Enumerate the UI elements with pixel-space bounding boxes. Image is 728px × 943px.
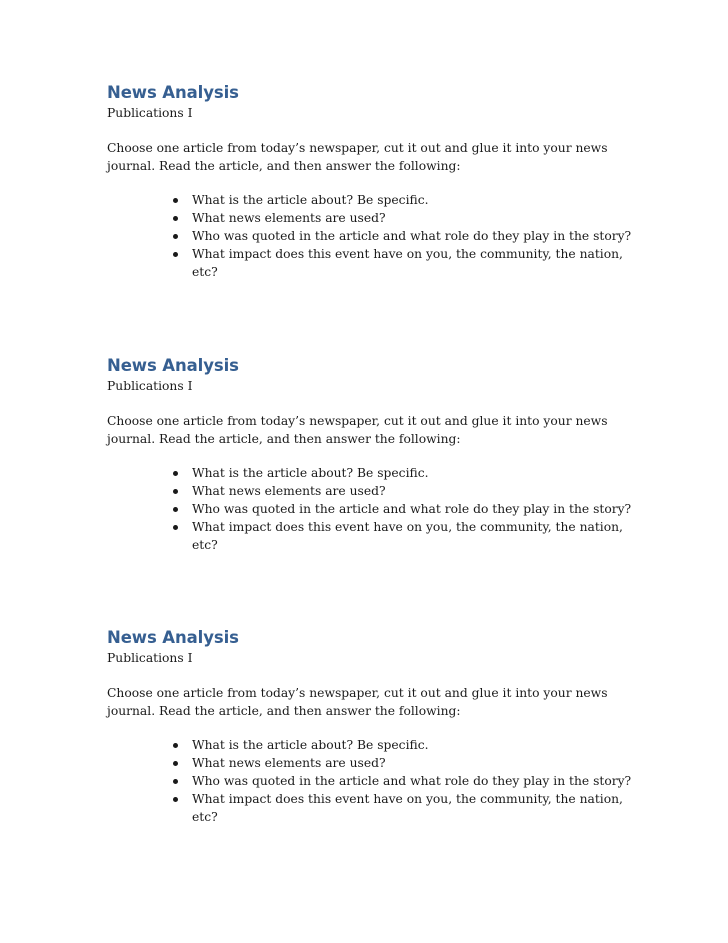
instructions-paragraph: Choose one article from today’s newspaper, cut it out and glue it into your news journal. Read the article, and then answer the following: xyxy=(107,414,608,446)
instructions-paragraph: Choose one article from today’s newspaper, cut it out and glue it into your news journal. Read the article, and then answer the following: xyxy=(107,141,608,173)
bullet-icon xyxy=(173,198,178,203)
bullet-icon xyxy=(173,471,178,476)
question-item xyxy=(107,518,632,554)
section-title: News Analysis xyxy=(107,83,239,102)
bullet-icon xyxy=(173,507,178,512)
question-text: What impact does this event have on you, the community, the nation, etc? xyxy=(192,247,623,279)
question-item xyxy=(107,500,632,518)
question-text: What news elements are used? xyxy=(192,756,386,770)
question-text: What impact does this event have on you, the community, the nation, etc? xyxy=(192,792,623,824)
question-text: What is the article about? Be specific. xyxy=(192,466,429,480)
bullet-icon xyxy=(173,761,178,766)
question-text: What impact does this event have on you, the community, the nation, etc? xyxy=(192,520,623,552)
question-item xyxy=(107,464,632,482)
question-item xyxy=(107,209,632,227)
question-text: What is the article about? Be specific. xyxy=(192,193,429,207)
question-text: Who was quoted in the article and what role do they play in the story? xyxy=(192,502,632,516)
question-item xyxy=(107,245,632,281)
section-title: News Analysis xyxy=(107,356,239,375)
question-item xyxy=(107,772,632,790)
bullet-icon xyxy=(173,489,178,494)
question-text: Who was quoted in the article and what role do they play in the story? xyxy=(192,774,632,788)
question-item xyxy=(107,790,632,826)
bullet-icon xyxy=(173,525,178,530)
section-subtitle: Publications I xyxy=(107,106,193,120)
section-subtitle: Publications I xyxy=(107,651,193,665)
section-title: News Analysis xyxy=(107,628,239,647)
instructions-paragraph: Choose one article from today’s newspaper, cut it out and glue it into your news journal. Read the article, and then answer the following: xyxy=(107,686,608,718)
question-item xyxy=(107,191,632,209)
bullet-icon xyxy=(173,743,178,748)
news-analysis-section-3 xyxy=(107,627,667,826)
question-item xyxy=(107,754,632,772)
question-text: What news elements are used? xyxy=(192,211,386,225)
bullet-icon xyxy=(173,216,178,221)
question-text: What is the article about? Be specific. xyxy=(192,738,429,752)
question-item xyxy=(107,227,632,245)
news-analysis-section-2 xyxy=(107,355,667,554)
question-text: Who was quoted in the article and what role do they play in the story? xyxy=(192,229,632,243)
question-list xyxy=(107,736,667,826)
section-subtitle: Publications I xyxy=(107,379,193,393)
question-list xyxy=(107,191,667,281)
bullet-icon xyxy=(173,779,178,784)
news-analysis-section-1 xyxy=(107,82,667,281)
bullet-icon xyxy=(173,797,178,802)
question-list xyxy=(107,464,667,554)
question-item xyxy=(107,482,632,500)
question-item xyxy=(107,736,632,754)
bullet-icon xyxy=(173,234,178,239)
bullet-icon xyxy=(173,252,178,257)
question-text: What news elements are used? xyxy=(192,484,386,498)
